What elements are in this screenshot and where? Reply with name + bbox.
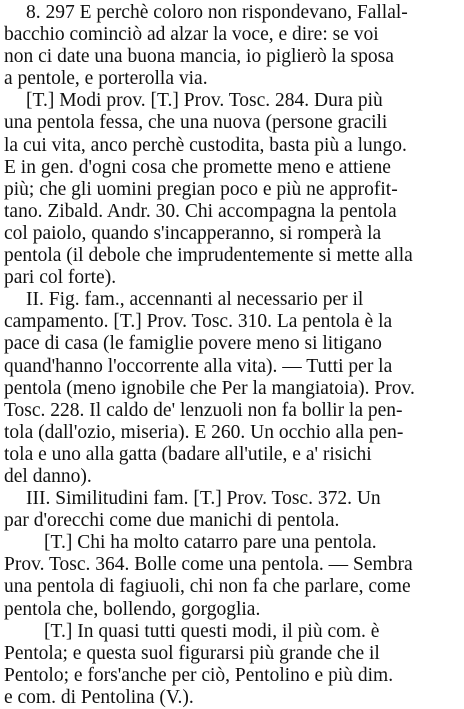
text-line: pentola che, bollendo, gorgoglia.	[4, 598, 261, 620]
text-line: Tosc. 228. Il caldo de' lenzuoli non fa bollir la pen-	[4, 399, 403, 421]
paragraph-modi-proverbiali	[4, 90, 458, 289]
text-line: pentola (il debole che imprudentemente si mette alla	[4, 245, 413, 267]
text-line: tola e uno alla gatta (badare all'utile, e a' risichi	[4, 443, 372, 465]
text-line: pari col forte).	[4, 267, 117, 289]
text-line: [T.] In quasi tutti questi modi, il più com. è	[44, 620, 380, 642]
paragraph-catarro	[4, 532, 458, 620]
paragraph-citation-fallalbacchio	[4, 2, 458, 90]
text-line: più; che gli uomini pregian poco e più ne approfit-	[4, 178, 398, 200]
text-line: tola (dall'ozio, miseria). E 260. Un occhio alla pen-	[4, 421, 404, 443]
text-line: col paiolo, quando s'incapperanno, si romperà la	[4, 222, 382, 244]
text-line: e com. di Pentolina (V.).	[4, 686, 194, 708]
text-line: quand'hanno l'occorrente alla vita). — Tutti per la	[4, 355, 393, 377]
paragraph-section-III	[4, 488, 458, 532]
text-line: una pentola di fagiuoli, chi non fa che parlare, come	[4, 576, 411, 598]
text-line: par d'orecchi come due manichi di pentola.	[4, 510, 340, 532]
text-line: [T.] Chi ha molto catarro pare una pentola.	[44, 532, 377, 554]
text-line: a pentole, e porterolla via.	[4, 68, 208, 90]
text-line: E in gen. d'ogni cosa che promette meno e attiene	[4, 156, 391, 178]
text-line: pentola (meno ignobile che Per la mangiatoia). Prov.	[4, 377, 415, 399]
text-line: bacchio cominciò ad alzar la voce, e dire: se voi	[4, 24, 379, 46]
text-line: Pentolo; e fors'anche per ciò, Pentolino e più dim.	[4, 664, 394, 686]
text-line: [T.] Modi prov. [T.] Prov. Tosc. 284. Dura più	[26, 90, 383, 112]
text-line: campamento. [T.] Prov. Tosc. 310. La pentola è la	[4, 311, 393, 333]
text-line: II. Fig. fam., accennanti al necessario per il	[26, 289, 364, 311]
text-line: Pentola; e questa suol figurarsi più grande che il	[4, 642, 380, 664]
text-line: una pentola fessa, che una nuova (persone gracili	[4, 112, 388, 134]
text-line: III. Similitudini fam. [T.] Prov. Tosc. 372. Un	[26, 488, 381, 510]
text-line: pace di casa (le famiglie povere meno si litigano	[4, 333, 382, 355]
paragraph-uso-comune	[4, 621, 458, 709]
text-line: 8. 297 E perchè coloro non rispondevano, Fallal-	[26, 2, 408, 23]
text-line: Prov. Tosc. 364. Bolle come una pentola. — Sembra	[4, 554, 413, 576]
text-line: non ci date una buona mancia, io piglierò la sposa	[4, 46, 394, 68]
text-line: la cui vita, anco perchè custodita, basta più a lungo.	[4, 134, 407, 156]
text-line: tano. Zibald. Andr. 30. Chi accompagna la pentola	[4, 200, 397, 222]
text-line: del danno).	[4, 465, 92, 487]
paragraph-section-II	[4, 289, 458, 488]
